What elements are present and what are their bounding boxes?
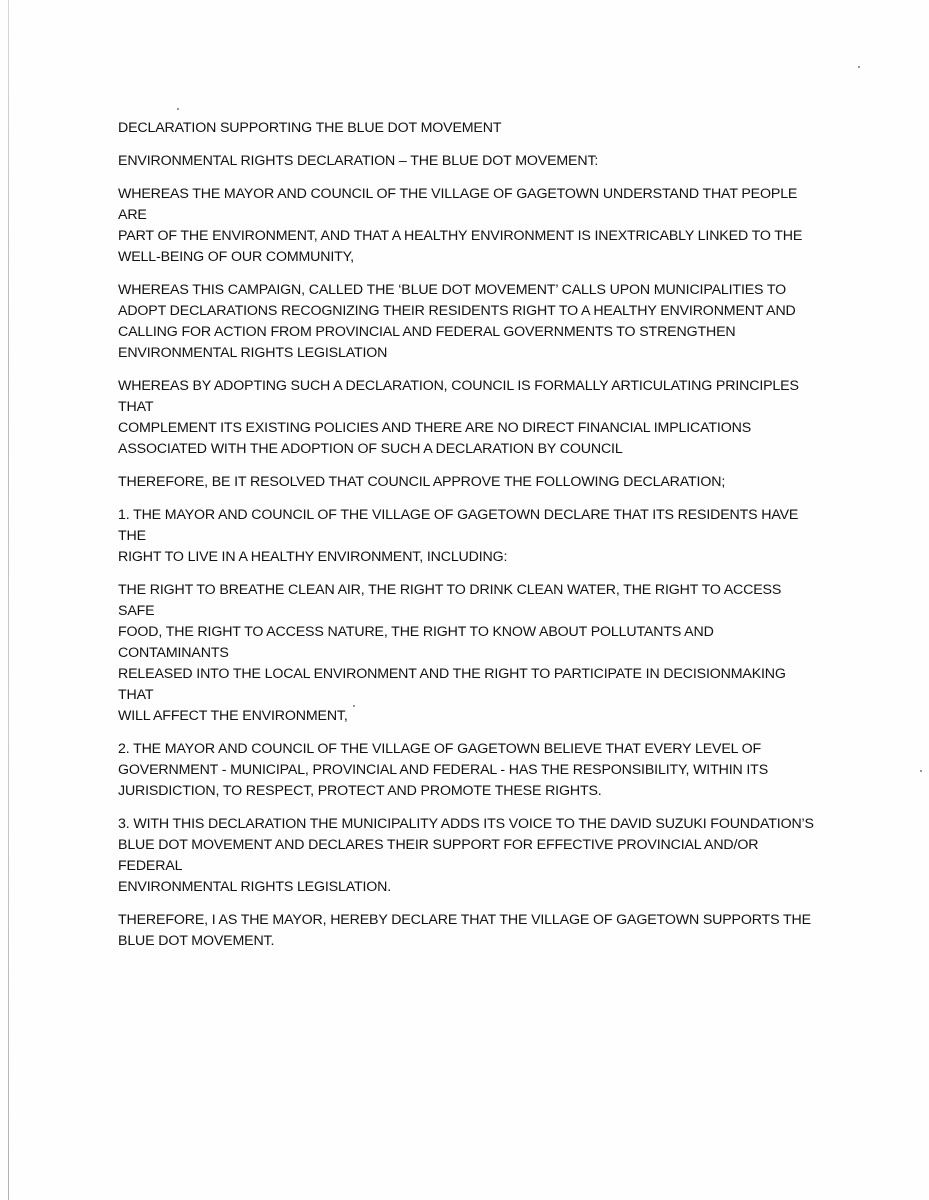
declaration-item-1: 1. THE MAYOR AND COUNCIL OF THE VILLAGE OF GAGETOWN DECLARE THAT ITS RESIDENTS HAVE THE RIGHT TO LIVE IN A HEALTHY ENVIRONMENT, INCLUDING: xyxy=(118,507,799,565)
whereas-paragraph-1: WHEREAS THE MAYOR AND COUNCIL OF THE VILLAGE OF GAGETOWN UNDERSTAND THAT PEOPLE ARE PART OF THE ENVIRONMENT, AND THAT A HEALTHY ENVIRONMENT IS INEXTRICABLY LINKED TO THE WELL-BEING OF OUR COMMUNITY, xyxy=(118,186,803,265)
document-title: DECLARATION SUPPORTING THE BLUE DOT MOVEMENT xyxy=(118,120,502,136)
whereas-paragraph-2: WHEREAS THIS CAMPAIGN, CALLED THE ‘BLUE DOT MOVEMENT’ CALLS UPON MUNICIPALITIES TO ADOPT DECLARATIONS RECOGNIZING THEIR RESIDENTS RIGHT TO A HEALTHY ENVIRONMENT AND CALLING FOR ACTION FROM PROVINCIAL AND FEDERAL GOVERNMENTS TO STRENGTHEN ENVIRONMENTAL RIGHTS LEGISLATION xyxy=(118,282,796,361)
whereas-paragraph-3: WHEREAS BY ADOPTING SUCH A DECLARATION, COUNCIL IS FORMALLY ARTICULATING PRINCIPLES THAT COMPLEMENT ITS EXISTING POLICIES AND THERE ARE NO DIRECT FINANCIAL IMPLICATIONS ASSOCIATED WITH THE ADOPTION OF SUCH A DECLARATION BY COUNCIL xyxy=(118,378,799,457)
scan-edge-line xyxy=(8,0,9,1200)
scan-speck xyxy=(858,66,860,68)
declaration-item-2: 2. THE MAYOR AND COUNCIL OF THE VILLAGE OF GAGETOWN BELIEVE THAT EVERY LEVEL OF GOVERNMENT - MUNICIPAL, PROVINCIAL AND FEDERAL - HAS THE RESPONSIBILITY, WITHIN ITS JURISDICTION, TO RESPECT, PROTECT AND PROMOTE THESE RIGHTS. xyxy=(118,741,769,799)
mayor-declaration-paragraph: THEREFORE, I AS THE MAYOR, HEREBY DECLARE THAT THE VILLAGE OF GAGETOWN SUPPORTS THE BLUE DOT MOVEMENT. xyxy=(118,912,811,949)
declaration-item-3: 3. WITH THIS DECLARATION THE MUNICIPALITY ADDS ITS VOICE TO THE DAVID SUZUKI FOUNDATION’S BLUE DOT MOVEMENT AND DECLARES THEIR SUPPORT FOR EFFECTIVE PROVINCIAL AND/OR FEDERAL ENVIRONMENTAL RIGHTS LEGISLATION. xyxy=(118,816,814,895)
scan-speck xyxy=(920,770,922,772)
document-body xyxy=(118,118,818,964)
rights-list-paragraph: THE RIGHT TO BREATHE CLEAN AIR, THE RIGHT TO DRINK CLEAN WATER, THE RIGHT TO ACCESS SAFE FOOD, THE RIGHT TO ACCESS NATURE, THE RIGHT TO KNOW ABOUT POLLUTANTS AND CONTAMINANTS RELEASED INTO THE LOCAL ENVIRONMENT AND THE RIGHT TO PARTICIPATE IN DECISIONMAKING THAT WILL AFFECT THE ENVIRONMENT, xyxy=(118,582,786,724)
scan-speck xyxy=(177,108,179,110)
document-subtitle: ENVIRONMENTAL RIGHTS DECLARATION – THE BLUE DOT MOVEMENT: xyxy=(118,153,599,169)
resolution-paragraph: THEREFORE, BE IT RESOLVED THAT COUNCIL APPROVE THE FOLLOWING DECLARATION; xyxy=(118,474,726,490)
